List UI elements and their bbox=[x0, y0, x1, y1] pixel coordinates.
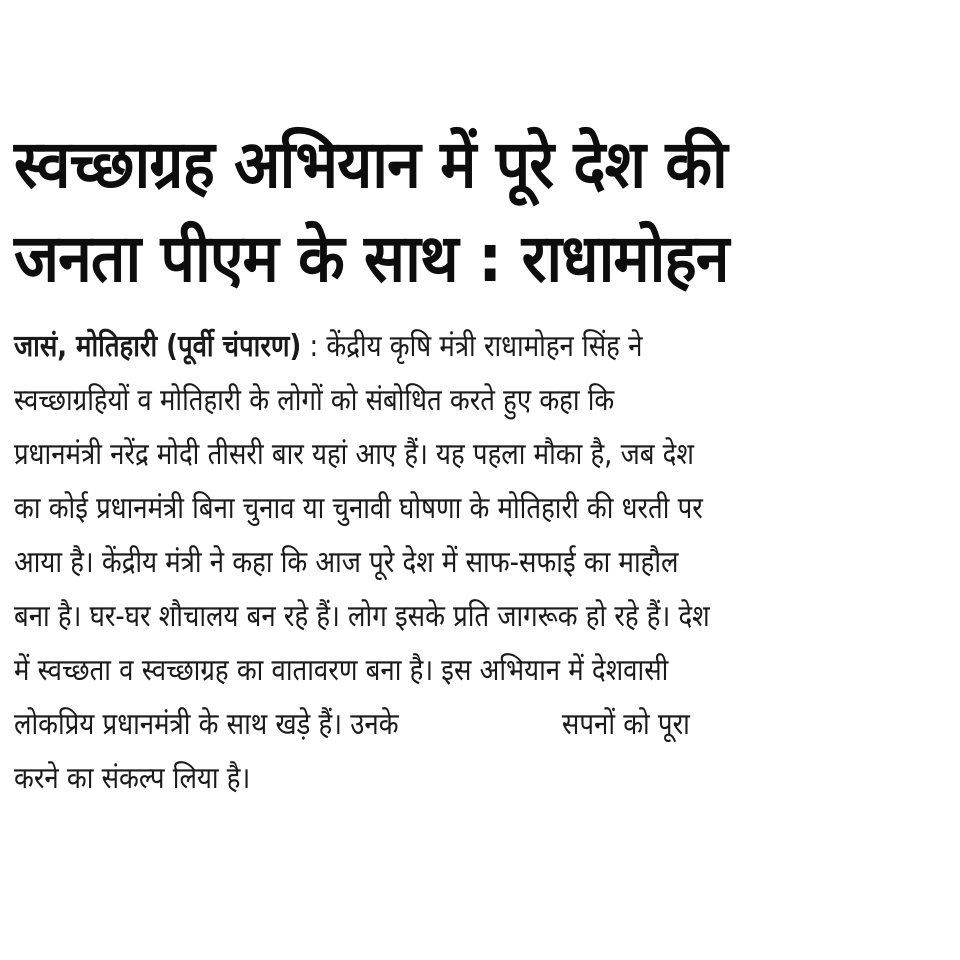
article-line-9: करने का संकल्प लिया है। bbox=[14, 761, 251, 796]
article-line-8 bbox=[14, 698, 946, 752]
dateline: जासं, मोतिहारी (पूर्वी चंपारण) bbox=[14, 329, 302, 364]
article-line-1-text: : केंद्रीय कृषि मंत्री राधामोहन सिंह ने bbox=[301, 329, 643, 364]
article-line-4: का कोई प्रधानमंत्री बिना चुनाव या चुनावी घोषणा के मोतिहारी की धरती पर bbox=[14, 491, 703, 526]
article-line-7: में स्वच्छता व स्वच्छाग्रह का वातावरण बना है। इस अभियान में देशवासी bbox=[14, 653, 669, 688]
article-body bbox=[14, 320, 946, 806]
news-clipping bbox=[14, 118, 946, 806]
headline-line-2: जनता पीएम के साथ : राधामोहन bbox=[14, 220, 729, 297]
article-line-5: आया है। केंद्रीय मंत्री ने कहा कि आज पूरे देश में साफ-सफाई का माहौल bbox=[14, 545, 679, 580]
headline-line-1: स्वच्छाग्रह अभियान में पूरे देश की bbox=[14, 126, 727, 203]
headline bbox=[14, 118, 943, 306]
article-line-6: बना है। घर-घर शौचालय बन रहे हैं। लोग इसके प्रति जागरूक हो रहे हैं। देश bbox=[14, 599, 710, 634]
article-line-2: स्वच्छाग्रहियों व मोतिहारी के लोगों को संबोधित करते हुए कहा कि bbox=[14, 383, 615, 418]
article-line-8-start: लोकप्रिय प्रधानमंत्री के साथ खड़े हैं। उनके bbox=[14, 707, 399, 742]
article-line-3: प्रधानमंत्री नरेंद्र मोदी तीसरी बार यहां आए हैं। यह पहला मौका है, जब देश bbox=[14, 437, 694, 472]
article-line-8-end: सपनों को पूरा bbox=[561, 707, 690, 742]
article-line-1 bbox=[14, 320, 946, 374]
